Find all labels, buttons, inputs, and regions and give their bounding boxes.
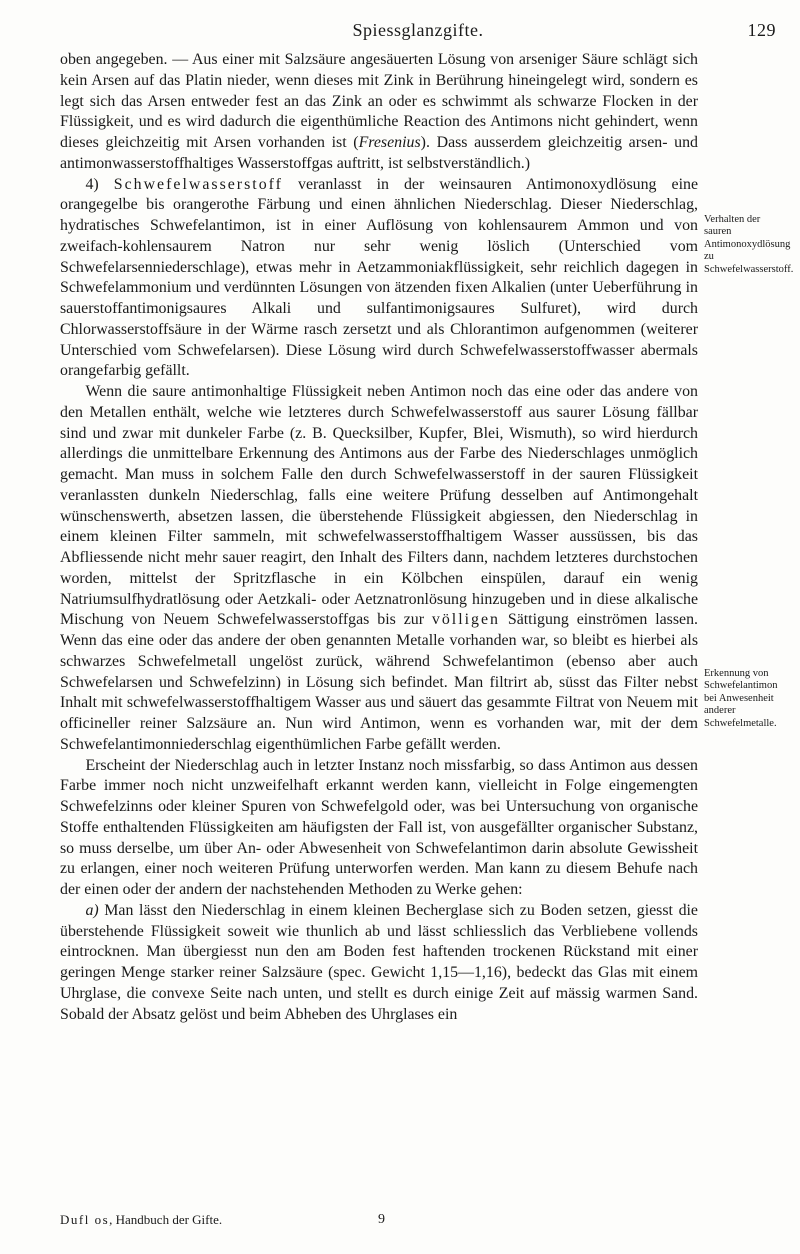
paragraph-3: Wenn die saure antimonhaltige Flüssigkeit neben Antimon noch das eine oder das andere von den Metallen enthält, welche wie letzteres durch Schwefelwasserstoff aus saurer Lösung fällbar sind und zwar mit dunkeler Farbe (z. B. Quecksilber, Kupfer, Blei, Wismuth), so wird hierdurch allerdings die unmittelbare Erkennung des Antimons aus der Farbe des Niederschlages unmöglich gemacht. Man muss in solchem Falle den durch Schwefelwasserstoff in der sauren Flüssigkeit veranlassten dunkeln Niederschlag, falls eine weitere Prüfung desselben auf Antimongehalt wünschenswerth, absetzen lassen, die überstehende Flüssigkeit abgiessen, den Niederschlag in einem kleinen Filter sammeln, mit schwefelwasserstoffhaltigem Wasser aussüssen, bis das Abfliessende nicht mehr sauer reagirt, den Inhalt des Filters dann, nachdem letzteres durchstochen worden, mittelst der Spritzflasche in ein Kölbchen einspülen, darauf ein wenig Natriumsulfhydratlösung oder Aetzkali- oder Aetznatronlösung hinzugeben und in diese alkalische Mischung von Neuem Schwefelwasserstoffgas bis zur völligen Sättigung einströmen lassen. Wenn das eine oder das andere der oben genannten Metalle vorhanden war, so bleibt es hierbei als schwarzes Schwefelmetall ungelöst zurück, während Schwefelantimon (ebenso aber auch Schwefelarsen und Schwefelzinn) in Lösung sich befindet. Man filtrirt ab, süsst das Filter nebst Inhalt mit schwefelwasserstoffhaltigem Wasser aus und säuert das gesammte Filtrat von Neuem mit officineller reiner Salzsäure an. Nun wird Antimon, wenn es vorhanden war, mit der dem Schwefelantimonniederschlag eigenthümlichen Farbe gefällt werden. xyxy=(60,383,698,753)
citation: Fresenius xyxy=(358,134,421,151)
signature-mark: 9 xyxy=(378,1212,385,1227)
term-schwefelwasserstoff: Schwefelwasserstoff xyxy=(113,175,283,193)
body-text xyxy=(60,50,698,1025)
margin-note-erkennung: Erkennung von Schwefelantimon bei Anwesenheit anderer Schwefelmetalle. xyxy=(704,668,778,729)
paragraph-1: oben angegeben. — Aus einer mit Salzsäure angesäuerten Lösung von arseniger Säure schlägt sich kein Arsen auf das Platin nieder, wenn dieses mit Zink in Berührung hineingelegt wird, sondern es legt sich das Arsen entweder fest an das Zink an oder es schwimmt als schwarze Flocken in der Flüssigkeit, und es wird dadurch die eigenthümliche Reaction des Antimons nicht gehindert, wenn dieses gleichzeitig mit Arsen vorhanden ist (Fresenius). Dass ausserdem gleichzeitig arsen- und antimonwasserstoffhaltiges Wasserstoffgas auftritt, ist selbstverständlich.) xyxy=(60,51,698,172)
page-title: Spiessglanzgifte. xyxy=(352,20,484,40)
page-footer xyxy=(60,1212,460,1228)
paragraph-5: a) Man lässt den Niederschlag in einem kleinen Becherglase sich zu Boden setzen, giesst die überstehende Flüssigkeit soweit wie thunlich ab und lässt schliesslich das Verbliebene vollends eintrocknen. Man übergiesst nun den am Boden fest haftenden trockenen Rückstand mit einer geringen Menge starker reiner Salzsäure (spec. Gewicht 1,15—1,16), bedeckt das Glas mit einem Uhrglase, die convexe Seite nach unten, und stellt es durch einige Zeit auf mässig warmen Sand. Sobald der Absatz gelöst und beim Abheben des Uhrglases ein xyxy=(60,901,698,1023)
running-header xyxy=(60,20,776,48)
margin-note-verhalten: Verhalten der sauren Antimonoxydlösung zu Schwefelwasserstoff. xyxy=(704,214,794,275)
footer-book: , Handbuch der Gifte. xyxy=(109,1212,223,1227)
item-label: a) xyxy=(85,901,99,919)
emphasis-voelligen: völligen xyxy=(431,611,500,629)
footer-author: Dufl os xyxy=(60,1212,110,1227)
page-number: 129 xyxy=(747,20,776,40)
paragraph-2: 4) Schwefelwasserstoff veranlasst in der weinsauren Antimonoxydlösung eine orangegelbe bis orangerothe Färbung und einen ähnlichen Niederschlag. Dieser Niederschlag, hydratisches Schwefelantimon, ist in einer Auflösung von kohlensaurem Ammon und von zweifach-kohlensaurem Natron nur sehr wenig löslich (Unterschied vom Schwefelarsenniederschlage), etwas mehr in Aetzammoniakflüssigkeit, sehr reichlich dagegen in Schwefelammonium und verdünnten Lösungen von ätzenden fixen Alkalien (unter Ueberführung in sauerstoffantimonigsaures Alkali und sulfantimonigsaures Sulfuret), wird durch Chlorwasserstoffsäure in der Wärme rasch zersetzt und als Chlorantimon aufgenommen (weiterer Unterschied vom Schwefelarsen). Diese Lösung wird durch Schwefelwasserstoffwasser abermals orangefarbig gefällt. xyxy=(60,175,698,380)
paragraph-4: Erscheint der Niederschlag auch in letzter Instanz noch missfarbig, so dass Antimon aus dessen Farbe immer noch nicht unzweifelhaft erkannt werden kann, vielleicht in Folge eingemengten Schwefelzinns oder kleiner Spuren von Schwefelgold oder, was bei Untersuchung von organische Stoffe enthaltenden Flüssigkeiten am häufigsten der Fall ist, von ausgefällter organischer Substanz, so muss derselbe, um über An- oder Abwesenheit von Schwefelantimon darin absolute Gewissheit zu erlangen, einer noch weiteren Prüfung unterworfen werden. Man kann zu diesem Behufe nach der einen oder der andern der nachstehenden Methoden zu Werke gehen: xyxy=(60,756,698,898)
